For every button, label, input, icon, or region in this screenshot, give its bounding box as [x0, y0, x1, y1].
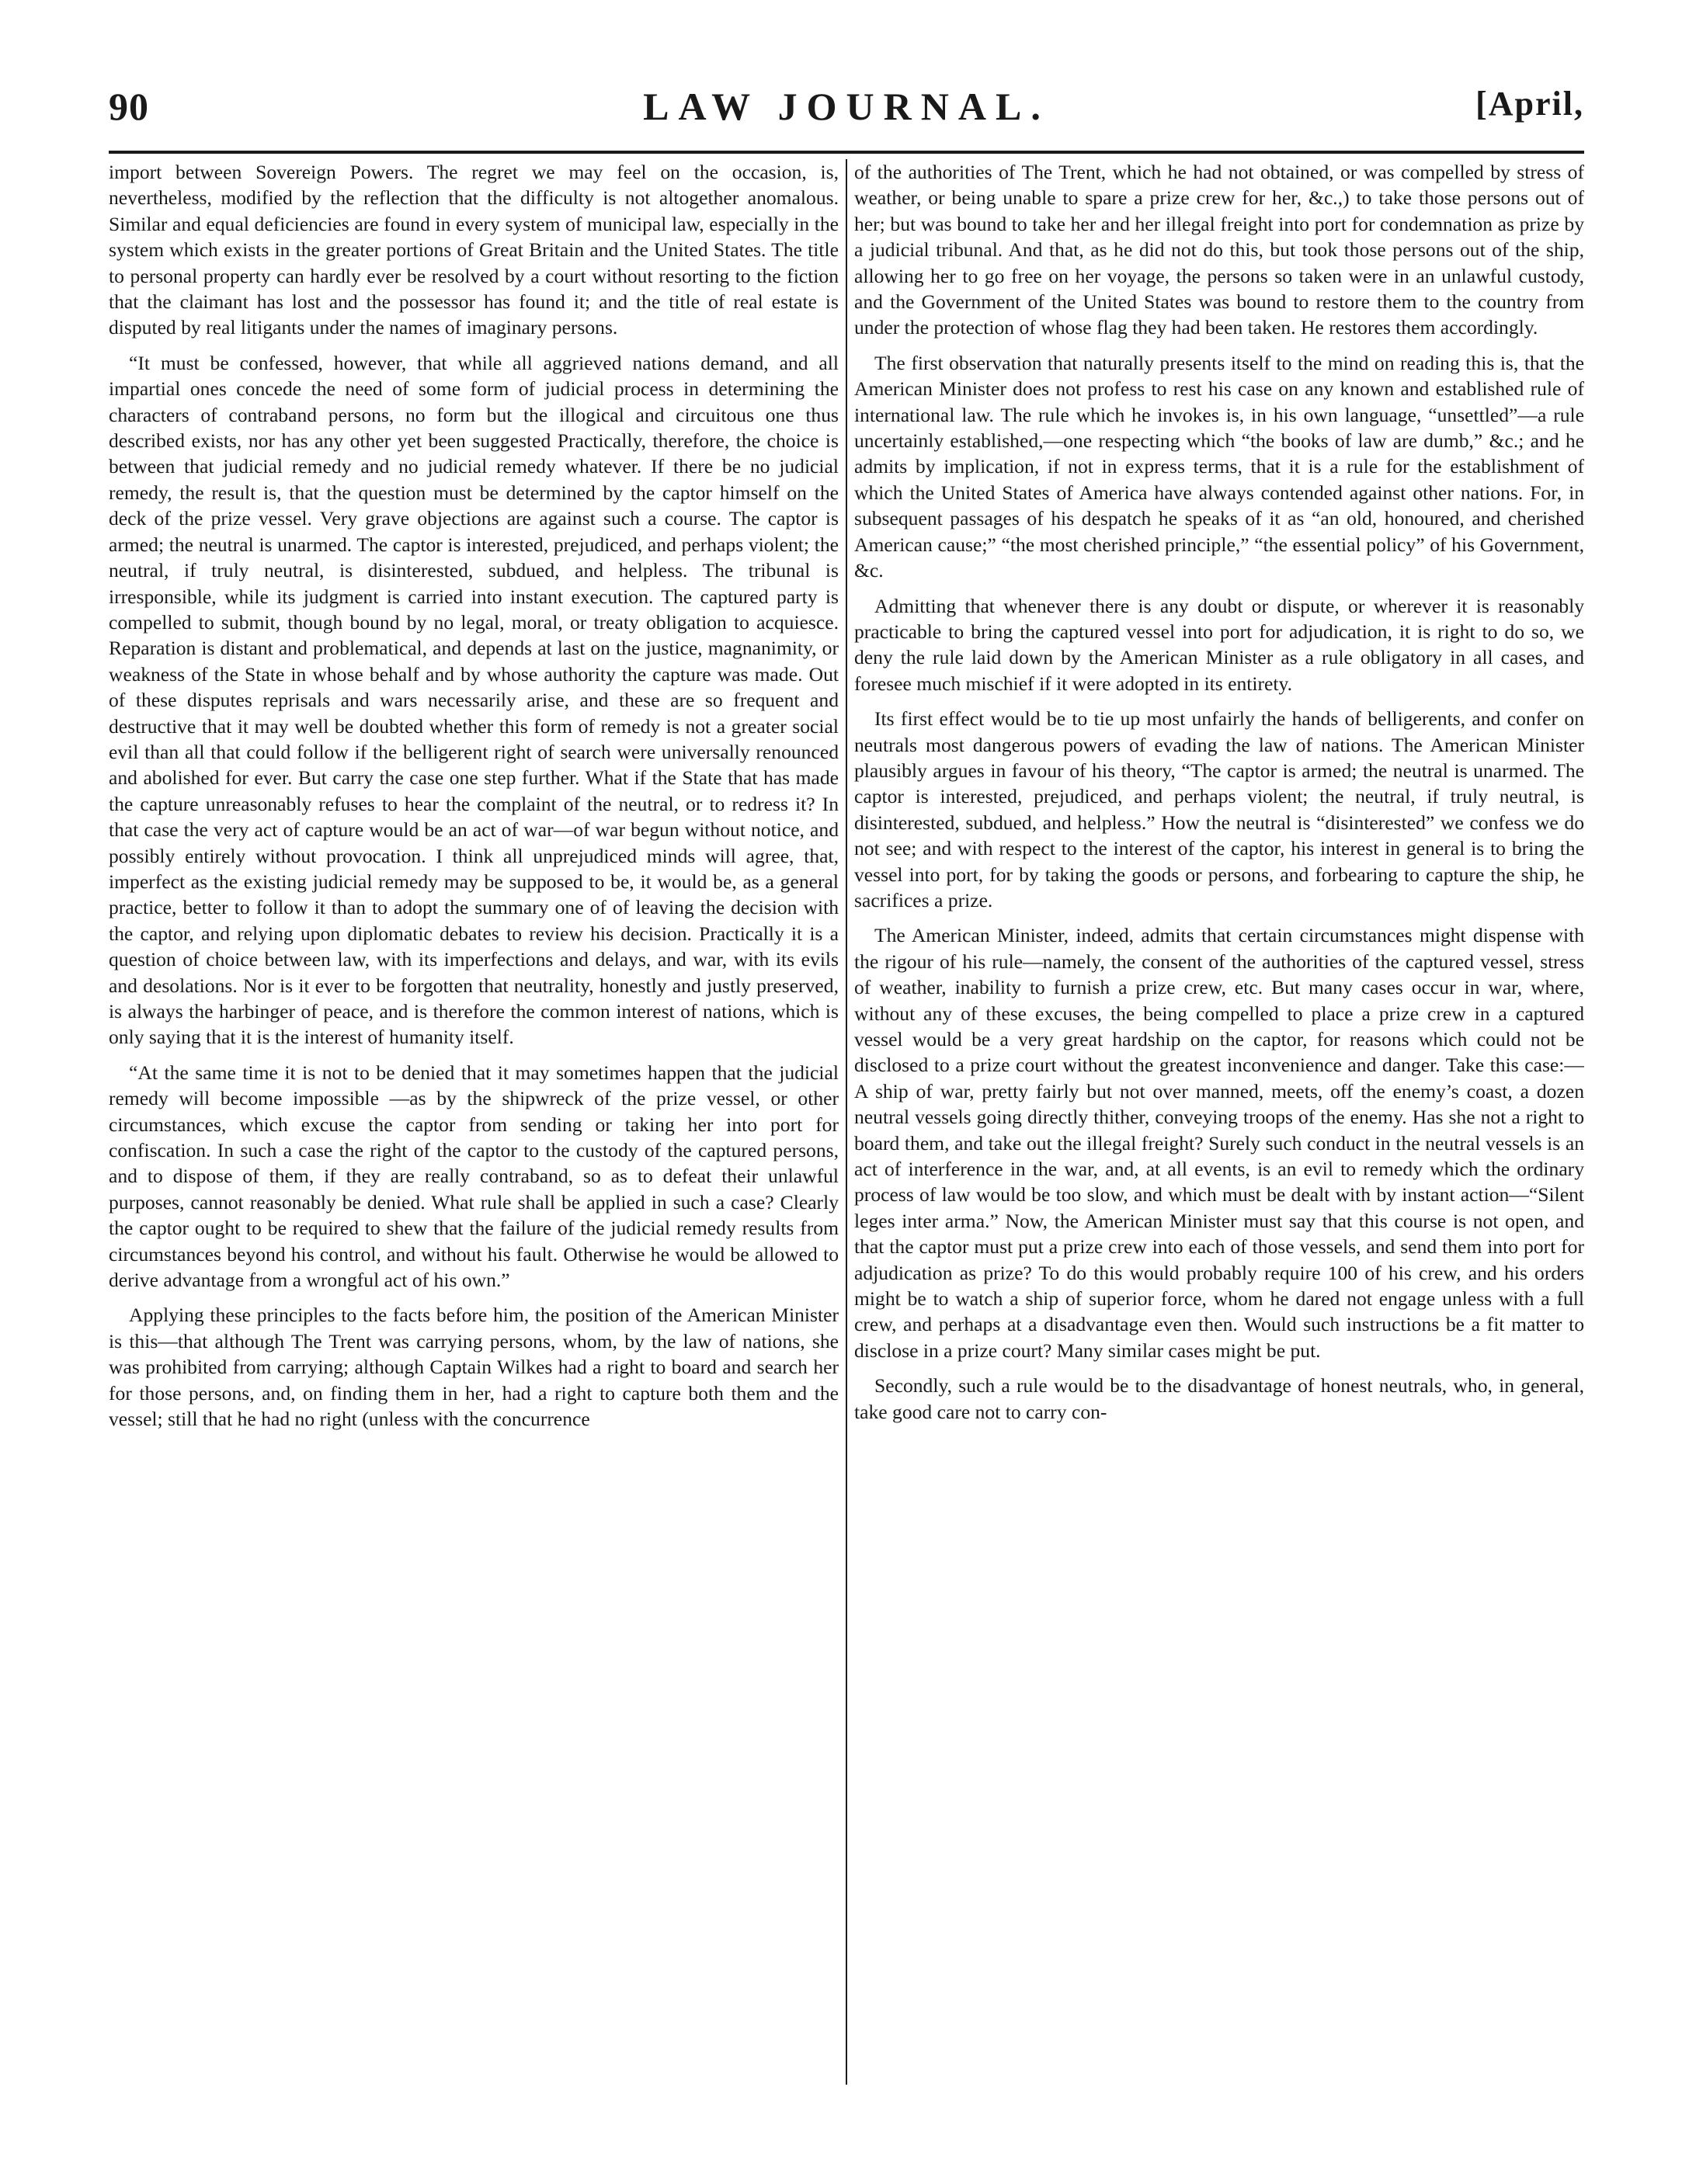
paragraph: “It must be confessed, however, that while all aggrieved nations demand, and all impartial ones concede the need of some form of judicial process in determining the characters of contraband persons, no form but the illogical and circuitous one thus described exists, nor has any other yet been suggested Practically, therefore, the choice is between that judicial remedy and no judicial remedy whatever. If there be no judicial remedy, the result is, that the question must be determined by the captor himself on the deck of the prize vessel. Very grave objections are against such a course. The captor is armed; the neutral is unarmed. The captor is interested, prejudiced, and perhaps violent; the neutral, if truly neutral, is disinterested, subdued, and helpless. The tribunal is irresponsible, while its judgment is carried into instant execution. The captured party is compelled to submit, though bound by no legal, moral, or treaty obligation to acquiesce. Reparation is distant and problematical, and depends at last on the justice, magnanimity, or weakness of the State in whose behalf and by whose authority the capture was made. Out of these disputes reprisals and wars necessarily arise, and these are so frequent and destructive that it may well be doubted whether this form of remedy is not a greater social evil than all that could follow if the belligerent right of search were universally renounced and abolished for ever. But carry the case one step further. What if the State that has made the capture unreasonably refuses to hear the complaint of the neutral, or to redress it? In that case the very act of capture would be an act of war—of war begun without notice, and possibly entirely without provocation. I think all unprejudiced minds will agree, that, imperfect as the existing judicial remedy may be supposed to be, it would be, as a general practice, better to follow it than to adopt the summary one of of leaving the decision with the captor, and relying upon diplomatic debates to review his decision. Practically it is a question of choice between law, with its imperfections and delays, and war, with its evils and desolations. Nor is it ever to be forgotten that neutrality, honestly and justly preserved, is always the harbinger of peace, and is therefore the common interest of nations, which is only saying that it is the interest of humanity itself.: [109, 351, 839, 1049]
paragraph: of the authorities of The Trent, which he had not obtained, or was compelled by stress of weather, or being unable to spare a prize crew for her, &c.,) to take those persons out of her; but was bound to take her and her illegal freight into port for condemnation as prize by a judicial tribunal. And that, as he did not do this, but took those persons out of the ship, allowing her to go free on her voyage, the persons so taken were in an unlawful custody, and the Government of the United States was bound to restore them to the country from under the protection of whose flag they had been taken. He restores them accordingly.: [854, 161, 1584, 339]
page-number: 90: [109, 85, 149, 128]
paragraph: The first observation that naturally presents itself to the mind on reading this is, that the American Minister does not profess to rest his case on any known and established rule of international law. The rule which he invokes is, in his own language, “unsettled”—a rule uncertainly established,—one respecting which “the books of law are dumb,” &c.; and he admits by implication, if not in express terms, that it is a rule for the establishment of which the United States of America have always contended against other nations. For, in subsequent passages of his despatch he speaks of it as “an old, honoured, and cherished American cause;” “the most cherished principle,” “the essential policy” of his Government, &c.: [854, 351, 1584, 582]
running-title: LAW JOURNAL.: [643, 85, 1050, 128]
paragraph: import between Sovereign Powers. The regret we may feel on the occasion, is, nevertheless, modified by the reflection that the difficulty is not altogether anomalous. Similar and equal deficiencies are found in every system of municipal law, especially in the system which exists in the greater portions of Great Britain and the United States. The title to personal property can hardly ever be resolved by a court without resorting to the fiction that the claimant has lost and the possessor has found it; and the title of real estate is disputed by real litigants under the names of imaginary persons.: [109, 161, 839, 339]
paragraph: Its first effect would be to tie up most unfairly the hands of belligerents, and confer on neutrals most dangerous powers of evading the law of nations. The American Minister plausibly argues in favour of his theory, “The captor is armed; the neutral is unarmed. The captor is interested, prejudiced, and perhaps violent; the neutral, if truly neutral, is disinterested, subdued, and helpless.” How the neutral is “disinterested” we confess we do not see; and with respect to the interest of the captor, his interest in general is to bring the vessel into port, for by taking the goods or persons, and forbearing to capture the ship, he sacrifices a prize.: [854, 707, 1584, 911]
right-column: [854, 159, 1584, 2085]
running-month: [April,: [1475, 85, 1584, 123]
column-divider: [846, 159, 847, 2085]
paragraph: The American Minister, indeed, admits that certain circumstances might dispense with the rigour of his rule—namely, the consent of the authorities of the captured vessel, stress of weather, inability to furnish a prize crew, etc. But many cases occur in war, where, without any of these excuses, the being compelled to place a prize crew in a captured vessel would be a very great hardship on the captor, for reasons which could not be disclosed to a prize court without the greatest inconvenience and danger. Take this case:—A ship of war, pretty fairly but not over manned, meets, off the enemy’s coast, a dozen neutral vessels going directly thither, conveying troops of the enemy. Has she not a right to board them, and take out the illegal freight? Surely such conduct in the neutral vessels is an act of interference in the war, and, at all events, is an evil to remedy which the ordinary process of law would be too slow, and which must be dealt with by instant action—“Silent leges inter arma.” Now, the American Minister must say that this course is not open, and that the captor must put a prize crew into each of those vessels, and send them into port for adjudication as prize? To do this would probably require 100 of his crew, and his orders might be to watch a ship of superior force, whom he dared not engage unless with a full crew, and perhaps at a disadvantage even then. Would such instructions be a fit matter to disclose in a prize court? Many similar cases might be put.: [854, 924, 1584, 1362]
paragraph: Secondly, such a rule would be to the disadvantage of honest neutrals, who, in general, take good care not to carry con-: [854, 1374, 1584, 1423]
paragraph: Applying these principles to the facts before him, the position of the American Minister is this—that although The Trent was carrying persons, whom, by the law of nations, she was prohibited from carrying; although Captain Wilkes had a right to board and search her for those persons, and, on finding them in her, had a right to capture both them and the vessel; still that he had no right (unless with the concurrence: [109, 1304, 839, 1431]
left-column: [109, 159, 839, 2085]
paragraph: “At the same time it is not to be denied that it may sometimes happen that the judicial remedy will become impossible —as by the shipwreck of the prize vessel, or other circumstances, which excuse the captor from sending or taking her into port for confiscation. In such a case the right of the captor to the custody of the captured persons, and to dispose of them, if they are really contraband, so as to defeat their unlawful purposes, cannot reasonably be denied. What rule shall be applied in such a case? Clearly the captor ought to be required to shew that the failure of the judicial remedy results from circumstances beyond his control, and without his fault. Otherwise he would be allowed to derive advantage from a wrongful act of his own.”: [109, 1061, 839, 1292]
page-header: [109, 84, 1584, 146]
header-rule: [109, 151, 1584, 154]
paragraph: Admitting that whenever there is any doubt or dispute, or wherever it is reasonably practicable to bring the captured vessel into port for adjudication, it is right to do so, we deny the rule laid down by the American Minister as a rule obligatory in all cases, and foresee much mischief if it were adopted in its entirety.: [854, 594, 1584, 695]
